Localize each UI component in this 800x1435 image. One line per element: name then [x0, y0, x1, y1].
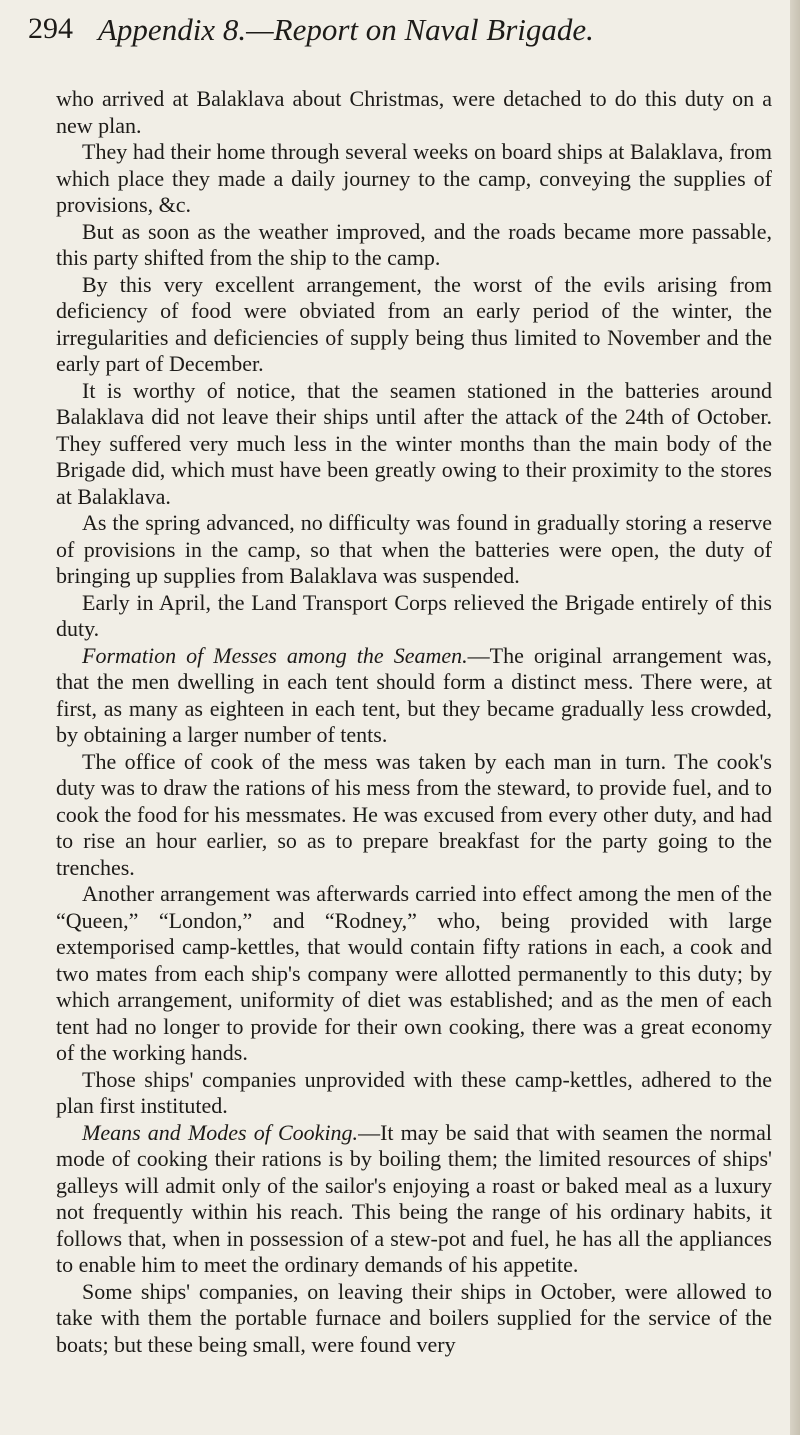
body-text: [56, 86, 772, 1358]
paragraph: Formation of Messes among the Seamen.—The original arrangement was, that the men dwelling in each tent should form a distinct mess. There were, at first, as many as eighteen in each tent, but they became gradually less crowded, by obtaining a larger number of tents.: [56, 642, 773, 747]
paragraph: It is worthy of notice, that the seamen stationed in the batteries around Balaklava did not leave their ships until after the attack of the 24th of October. They suffered very much less in the winter months than the main body of the Brigade did, which must have been greatly owing to their proximity to the stores at Balaklava.: [56, 377, 772, 509]
paragraph: Another arrangement was afterwards carried into effect among the men of the “Queen,” “London,” and “Rodney,” who, being provided with large extemporised camp-kettles, that would contain fifty rations in each, a cook and two mates from each ship's company were allotted permanently to this duty; by which arrangement, uniformity of diet was established; and as the men of each tent had no longer to provide for their own cooking, there was a great economy of the working hands.: [56, 881, 772, 1065]
paragraph: Those ships' companies unprovided with these camp-kettles, adhered to the plan first instituted.: [56, 1066, 772, 1118]
paragraph: Means and Modes of Cooking.—It may be said that with seamen the normal mode of cooking their rations is by boiling them; the limited resources of ships' galleys will admit only of the sailor's enjoying a roast or baked meal as a luxury not frequently within his reach. This being the range of his ordinary habits, it follows that, when in possession of a stew-pot and fuel, he has all the appliances to enable him to meet the ordinary demands of his appetite.: [56, 1119, 773, 1277]
paragraph: Early in April, the Land Transport Corps relieved the Brigade entirely of this duty.: [56, 589, 772, 641]
running-title: Appendix 8.—Report on Naval Brigade.: [98, 12, 594, 47]
page-edge: [790, 0, 800, 1435]
section-subhead: Formation of Messes among the Seamen.: [82, 642, 468, 668]
page-number: 294: [28, 12, 73, 45]
section-subhead: Means and Modes of Cooking.: [82, 1119, 359, 1145]
paragraph: Some ships' companies, on leaving their ships in October, were allowed to take with them the portable furnace and boilers supplied for the service of the boats; but these being small, were found very: [56, 1278, 772, 1357]
paragraph: But as soon as the weather improved, and the roads became more passable, this party shifted from the ship to the camp.: [56, 218, 772, 270]
paragraph: By this very excellent arrangement, the worst of the evils arising from deficiency of food were obviated from an early period of the winter, the irregularities and deficiencies of supply being thus limited to November and the early part of December.: [56, 271, 772, 376]
page-header: [28, 12, 740, 56]
paragraph: who arrived at Balaklava about Christmas, were detached to do this duty on a new plan.: [56, 86, 772, 138]
paragraph: The office of cook of the mess was taken by each man in turn. The cook's duty was to draw the rations of his mess from the steward, to provide fuel, and to cook the food for his messmates. He was excused from every other duty, and had to rise an hour earlier, so as to prepare breakfast for the party going to the trenches.: [56, 748, 772, 880]
paragraph: They had their home through several weeks on board ships at Balaklava, from which place they made a daily journey to the camp, conveying the supplies of provisions, &c.: [56, 139, 772, 217]
paragraph: As the spring advanced, no difficulty was found in gradually storing a reserve of provisions in the camp, so that when the batteries were open, the duty of bringing up supplies from Balaklava was suspended.: [56, 510, 772, 588]
